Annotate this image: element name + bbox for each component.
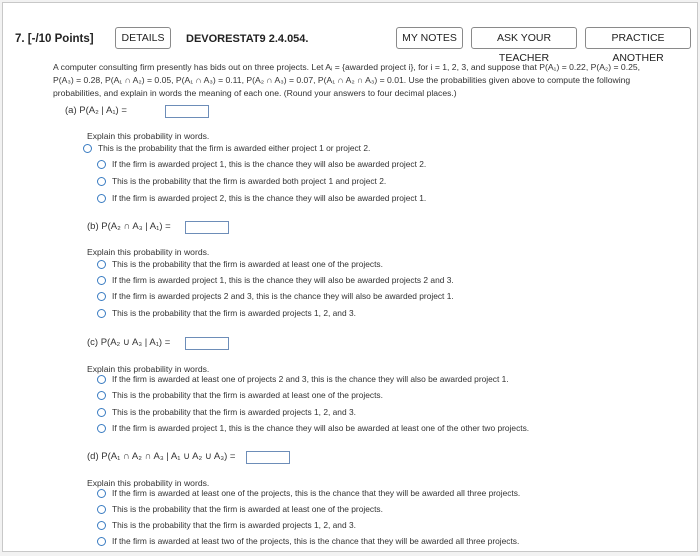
radio-button[interactable]: [97, 391, 106, 400]
radio-button[interactable]: [97, 194, 106, 203]
part-a-option-1[interactable]: This is the probability that the firm is awarded either project 1 or project 2.: [83, 141, 370, 155]
part-c-option-2[interactable]: This is the probability that the firm is awarded at least one of the projects.: [97, 388, 383, 402]
part-c-option-1[interactable]: If the firm is awarded at least one of projects 2 and 3, this is the chance they will also be awarded project 1.: [97, 372, 509, 386]
radio-button[interactable]: [97, 537, 106, 546]
part-b-option-3[interactable]: If the firm is awarded projects 2 and 3, this is the chance they will also be awarded project 1.: [97, 289, 454, 303]
part-b-explain-label: Explain this probability in words.: [87, 247, 210, 257]
part-c-answer-input[interactable]: [185, 337, 229, 350]
part-b-prompt: (b) P(A₂ ∩ A₃ | A₁) =: [87, 221, 171, 232]
part-d-option-2[interactable]: This is the probability that the firm is awarded at least one of the projects.: [97, 502, 383, 516]
part-d-prompt: (d) P(A₁ ∩ A₂ ∩ A₃ | A₁ ∪ A₂ ∪ A₃) =: [87, 451, 236, 462]
part-d-answer-input[interactable]: [246, 451, 290, 464]
part-c-option-4[interactable]: If the firm is awarded project 1, this is the chance they will also be awarded at least one of the other two projects.: [97, 421, 529, 435]
problem-statement: [53, 61, 687, 100]
radio-button[interactable]: [97, 424, 106, 433]
question-panel: [2, 2, 698, 552]
radio-button[interactable]: [83, 144, 92, 153]
my-notes-button[interactable]: MY NOTES: [396, 27, 463, 49]
part-a-explain-label: Explain this probability in words.: [87, 131, 210, 141]
part-d-explain-label: Explain this probability in words.: [87, 478, 210, 488]
radio-button[interactable]: [97, 292, 106, 301]
part-d-option-4[interactable]: If the firm is awarded at least two of the projects, this is the chance that they will be awarded all three projects.: [97, 534, 519, 548]
radio-button[interactable]: [97, 375, 106, 384]
practice-another-button[interactable]: PRACTICE ANOTHER: [585, 27, 691, 49]
part-b-option-4[interactable]: This is the probability that the firm is awarded projects 1, 2, and 3.: [97, 306, 356, 320]
radio-button[interactable]: [97, 408, 106, 417]
part-c-explain-label: Explain this probability in words.: [87, 364, 210, 374]
question-header: [3, 3, 697, 64]
radio-button[interactable]: [97, 505, 106, 514]
part-c-option-3[interactable]: This is the probability that the firm is awarded projects 1, 2, and 3.: [97, 405, 356, 419]
part-b-option-2[interactable]: If the firm is awarded project 1, this is the chance they will also be awarded projects 2 and 3.: [97, 273, 454, 287]
problem-line-3: probabilities, and explain in words the meaning of each one. (Round your answers to four decimal places.): [53, 88, 457, 98]
radio-button[interactable]: [97, 489, 106, 498]
part-a-option-3[interactable]: This is the probability that the firm is awarded both project 1 and project 2.: [97, 174, 386, 188]
part-b-answer-input[interactable]: [185, 221, 229, 234]
part-a-option-4[interactable]: If the firm is awarded project 2, this is the chance they will also be awarded project 1.: [97, 191, 426, 205]
radio-button[interactable]: [97, 160, 106, 169]
part-a-answer-input[interactable]: [165, 105, 209, 118]
radio-button[interactable]: [97, 260, 106, 269]
question-points-label: 7. [-/10 Points]: [15, 33, 94, 45]
part-a-option-2[interactable]: If the firm is awarded project 1, this is the chance they will also be awarded project 2.: [97, 157, 426, 171]
part-d-option-1[interactable]: If the firm is awarded at least one of the projects, this is the chance that they will be awarded all three projects.: [97, 486, 520, 500]
radio-button[interactable]: [97, 276, 106, 285]
radio-button[interactable]: [97, 309, 106, 318]
problem-line-1: A computer consulting firm presently has bids out on three projects. Let Aᵢ = {awarded project i}, for i = 1, 2, 3, and suppose that P(A₁) = 0.22, P(A₂) = 0.25,: [53, 62, 641, 72]
radio-button[interactable]: [97, 521, 106, 530]
part-d-option-3[interactable]: This is the probability that the firm is awarded projects 1, 2, and 3.: [97, 518, 356, 532]
problem-line-2: P(A₃) = 0.28, P(A₁ ∩ A₂) = 0.05, P(A₁ ∩ A₃) = 0.11, P(A₂ ∩ A₃) = 0.07, P(A₁ ∩ A₂ ∩ A₃) = 0.01. Use the probabilities given above to compute the following: [53, 75, 631, 85]
part-c-prompt: (c) P(A₂ ∪ A₃ | A₁) =: [87, 337, 171, 348]
details-button[interactable]: DETAILS: [115, 27, 171, 49]
part-b-option-1[interactable]: This is the probability that the firm is awarded at least one of the projects.: [97, 257, 383, 271]
problem-code: DEVORESTAT9 2.4.054.: [186, 33, 309, 45]
radio-button[interactable]: [97, 177, 106, 186]
ask-teacher-button[interactable]: ASK YOUR TEACHER: [471, 27, 577, 49]
part-a-prompt: (a) P(A₂ | A₁) =: [65, 105, 127, 116]
